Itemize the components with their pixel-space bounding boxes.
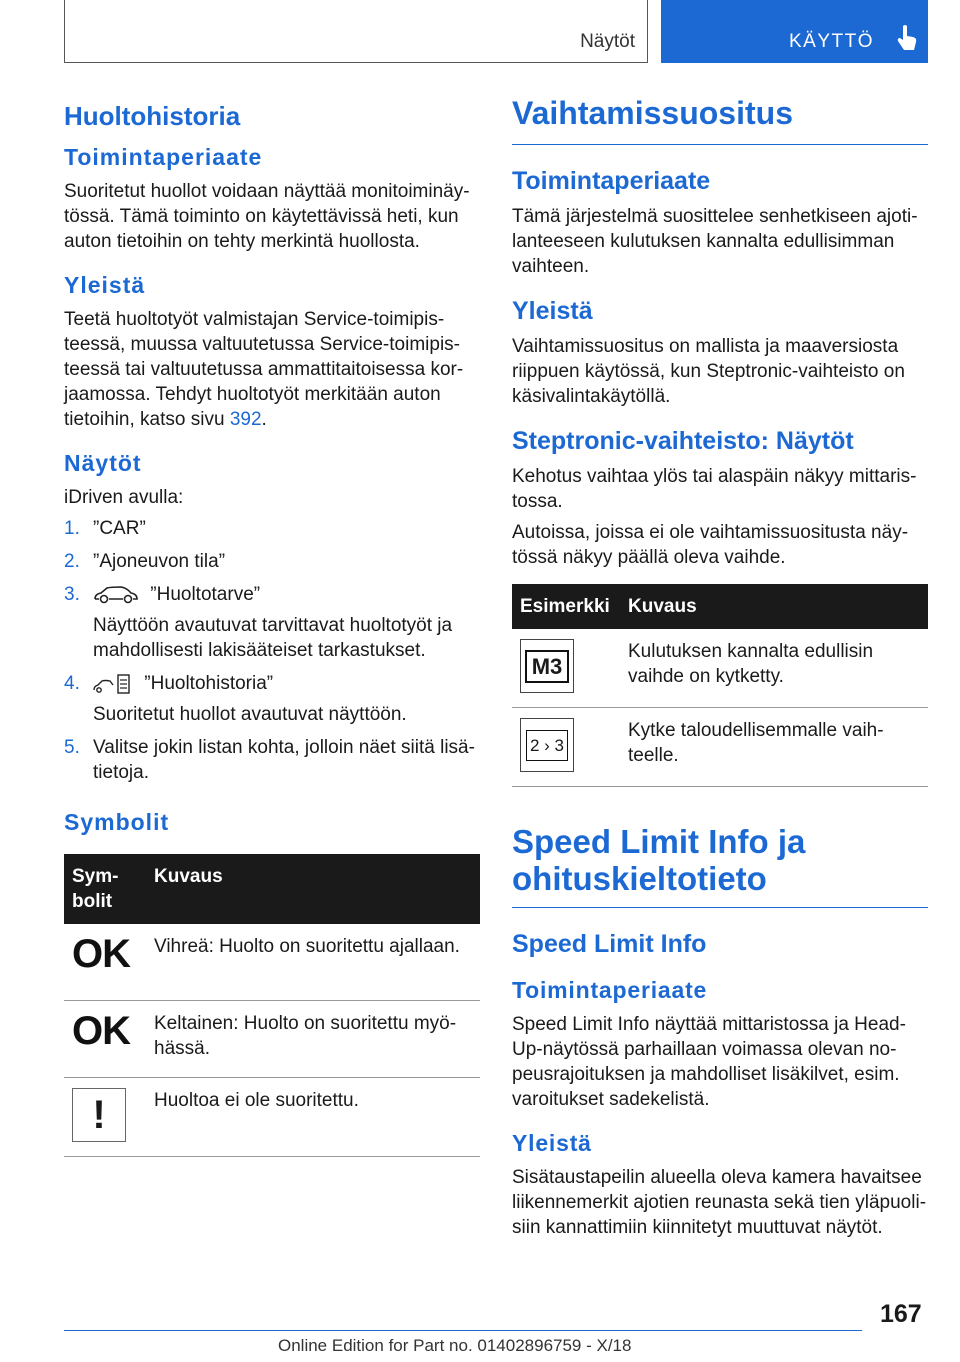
car-outline-icon xyxy=(93,586,139,604)
step-text: Valitse jokin listan kohta, jolloin näet siitä lisätietoja. xyxy=(93,737,475,783)
heading-general: Yleistä xyxy=(512,297,593,325)
section-title-gear-recommendation: Vaihtamissuositus xyxy=(512,95,928,145)
list-item xyxy=(64,582,480,663)
gear-display-text: M3 xyxy=(525,650,570,683)
step-subtext: Suoritetut huollot avautuvat näyttöön. xyxy=(93,704,407,725)
header-section-label: Näytöt xyxy=(580,31,635,52)
sli-principle-text: Speed Limit Info näyttää mittaristossa ja Head-Up-näytössä parhaillaan voimassa olevan nopeusrajoituksen ja mahdolliset lisäkilvet, esim. varoitukset sadekelistä. xyxy=(512,1014,906,1110)
heading-speed-limit-info: Speed Limit Info xyxy=(512,930,707,958)
ok-symbol-icon: OK xyxy=(72,1009,130,1053)
table-row xyxy=(512,708,928,787)
footer-divider xyxy=(64,1330,862,1331)
left-column xyxy=(64,95,480,1157)
general-text: Teetä huoltotyöt valmistajan Service-toimipisteessä, muussa valtuutetussa Service-toimipisteessä tai valtuutetussa ammattitaitoisessa korjaamossa. Tehdyt huoltotyöt merkitään auton tietoihin, katso sivu xyxy=(64,309,464,430)
list-item xyxy=(64,516,480,541)
list-item xyxy=(64,671,480,727)
column-header-symbols: Symbolit xyxy=(64,854,146,924)
heading-general: Yleistä xyxy=(64,272,146,298)
gear-display-icon xyxy=(520,639,574,693)
ok-symbol-icon: OK xyxy=(72,932,130,976)
header-chapter-label: KÄYTTÖ xyxy=(788,31,874,52)
steps-list xyxy=(64,516,480,785)
table-header-row xyxy=(512,584,928,629)
step-text: ”CAR” xyxy=(93,518,146,539)
table-row xyxy=(64,924,480,1001)
service-history-icon xyxy=(93,673,133,695)
steptronic-text-2: Autoissa, joissa ei ole vaihtamissuositusta näytössä näkyy päällä oleva vaihde. xyxy=(512,522,909,568)
page-number: 167 xyxy=(880,1300,922,1328)
table-cell-description: Huoltoa ei ole suoritettu. xyxy=(146,1078,480,1157)
table-row xyxy=(64,1078,480,1157)
step-text: ”Ajoneuvon tila” xyxy=(93,551,226,572)
right-column xyxy=(512,95,928,1246)
heading-general: Yleistä xyxy=(512,1130,592,1156)
heading-steptronic: Steptronic-vaihteisto: Näytöt xyxy=(512,427,854,455)
gear-display-icon xyxy=(520,718,574,772)
step-text: ”Huoltotarve” xyxy=(150,584,261,605)
heading-principle: Toimintaperiaate xyxy=(64,144,263,170)
footer-edition: Online Edition for Part no. 01402896759 - X/18 xyxy=(278,1336,632,1355)
list-item xyxy=(64,735,480,785)
table-row xyxy=(512,629,928,708)
heading-symbols: Symbolit xyxy=(64,809,170,835)
heading-principle: Toimintaperiaate xyxy=(512,167,711,195)
step-number: 4. xyxy=(64,673,80,694)
step-number: 5. xyxy=(64,737,80,758)
step-text: ”Huoltohistoria” xyxy=(144,673,274,694)
table-cell-description: Kytke taloudellisemmalle vaihteelle. xyxy=(620,708,928,787)
column-header-description: Kuvaus xyxy=(620,584,928,629)
warning-exclamation-icon: ! xyxy=(72,1088,126,1142)
symbols-table xyxy=(64,854,480,1157)
displays-intro: iDriven avulla: xyxy=(64,487,184,508)
general-paragraph: Teetä huoltotyöt valmistajan Service-toimipisteessä, muussa valtuutetussa Service-toimipisteessä tai valtuutetussa ammattitaitoisessa korjaamossa. Tehdyt huoltotyöt merkitään auton tietoihin, katso sivu 392. xyxy=(64,309,464,430)
heading-principle: Toimintaperiaate xyxy=(512,977,708,1003)
principle-text: Suoritetut huollot voidaan näyttää monitoiminäytössä. Tämä toiminto on käytettävissä heti, kun auton tietoihin on tehty merkintä huollosta. xyxy=(64,181,470,252)
column-header-description: Kuvaus xyxy=(146,854,480,924)
section-title-speed-limit-info: Speed Limit Info ja ohituskieltotieto xyxy=(512,823,928,908)
table-header-row xyxy=(64,854,480,924)
column-header-example: Esimerkki xyxy=(512,584,620,629)
list-item xyxy=(64,549,480,574)
steptronic-text-1: Kehotus vaihtaa ylös tai alaspäin näkyy mittaristossa. xyxy=(512,466,917,512)
table-cell-description: Keltainen: Huolto on suoritettu myöhässä. xyxy=(146,1001,480,1078)
gear-display-text: 2 › 3 xyxy=(526,730,568,761)
table-cell-description: Vihreä: Huolto on suoritettu ajallaan. xyxy=(146,924,480,1001)
table-cell-description: Kulutuksen kannalta edullisin vaihde on kytketty. xyxy=(620,629,928,708)
header-section-tab xyxy=(64,0,648,63)
header-chapter-tab xyxy=(661,0,928,63)
general-text: Vaihtamissuositus on mallista ja maaversiosta riippuen käytössä, kun Steptronic-vaihteisto on käsivalintakäytöllä. xyxy=(512,336,905,407)
hand-pointer-icon xyxy=(896,24,918,52)
page-link-392[interactable]: 392 xyxy=(229,409,262,430)
sli-general-text: Sisätaustapeilin alueella oleva kamera havaitsee liikennemerkit ajotien reunasta sekä tien yläpuolisiin kannattimiin kiinnitetyt muuttuvat näytöt. xyxy=(512,1167,927,1238)
step-number: 1. xyxy=(64,518,80,539)
heading-displays: Näytöt xyxy=(64,450,142,476)
section-title-huoltohistoria: Huoltohistoria xyxy=(64,101,241,131)
example-table xyxy=(512,584,928,787)
table-row xyxy=(64,1001,480,1078)
principle-text: Tämä järjestelmä suosittelee senhetkiseen ajotilanteeseen kulutuksen kannalta edullisimman vaihteen. xyxy=(512,206,918,277)
step-subtext: Näyttöön avautuvat tarvittavat huoltotyöt ja mahdollisesti lakisääteiset tarkastukset. xyxy=(93,615,453,661)
step-number: 2. xyxy=(64,551,80,572)
step-number: 3. xyxy=(64,584,80,605)
